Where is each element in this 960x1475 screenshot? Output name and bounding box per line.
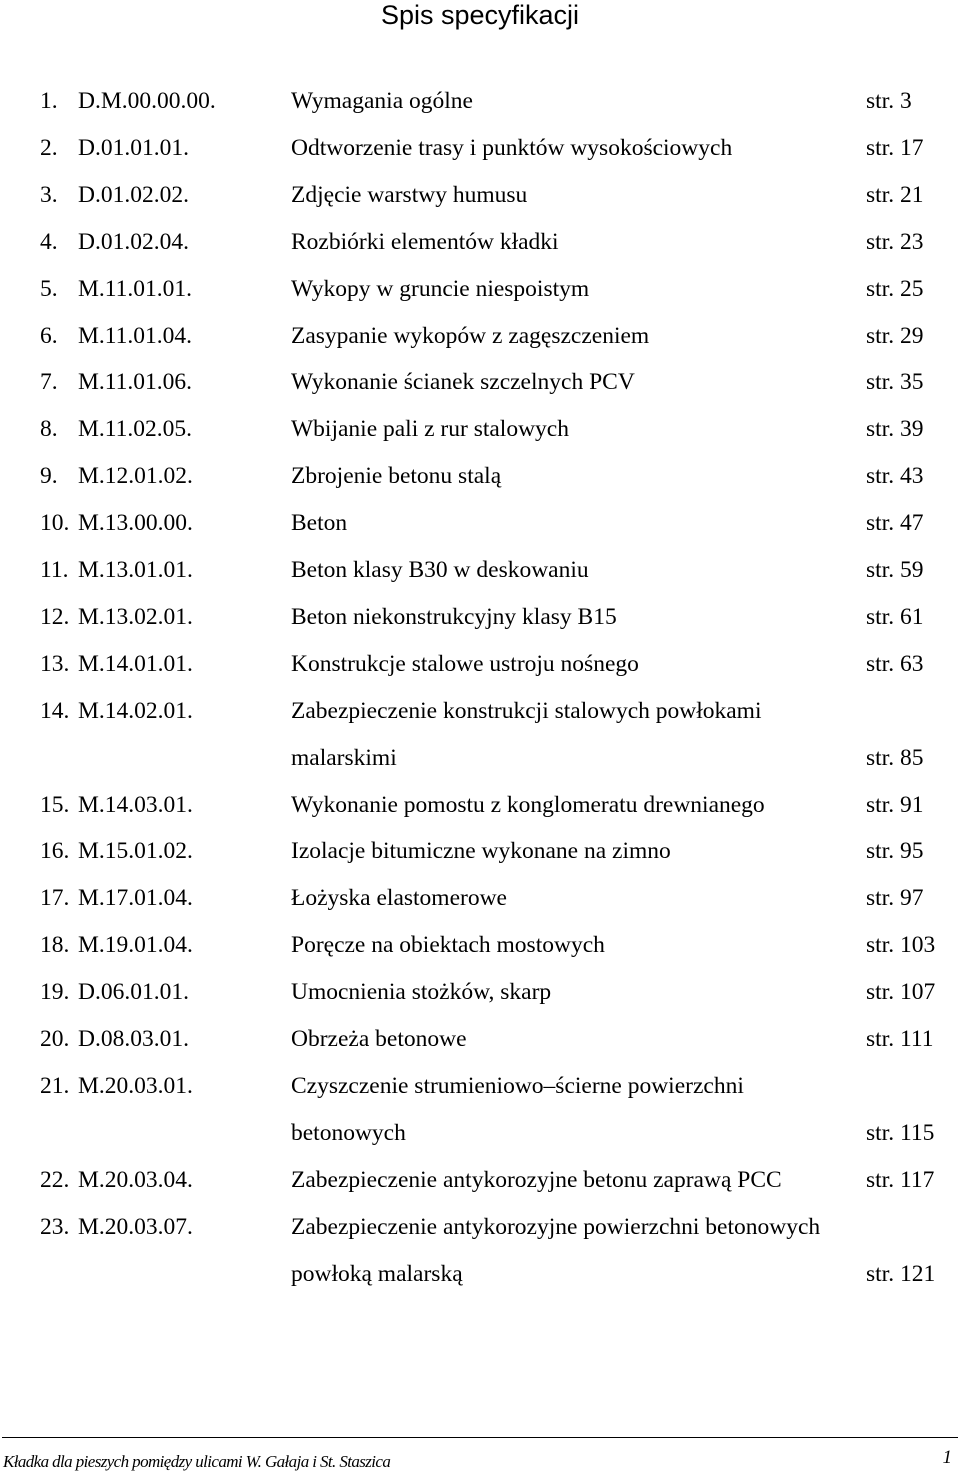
entry-code: M.11.01.01. bbox=[78, 275, 193, 302]
entry-number: 13. bbox=[40, 650, 70, 677]
entry-code: M.20.03.04. bbox=[78, 1166, 193, 1193]
entry-number: 1. bbox=[40, 88, 58, 114]
entry-title: Wymagania ogólne bbox=[291, 88, 473, 114]
entry-title: Zabezpieczenie konstrukcji stalowych powłokami bbox=[291, 697, 762, 724]
toc-entry bbox=[0, 1165, 960, 1212]
entry-title: Wykopy w gruncie niespoistym bbox=[291, 275, 590, 302]
entry-code: M.14.02.01. bbox=[78, 697, 193, 724]
toc-entry bbox=[0, 1118, 960, 1165]
entry-number: 9. bbox=[40, 463, 58, 490]
footer-page-number: 1 bbox=[942, 1447, 952, 1468]
entry-number: 15. bbox=[40, 791, 70, 818]
entry-code: M.13.00.00. bbox=[78, 510, 193, 537]
entry-code: M.20.03.07. bbox=[78, 1213, 193, 1240]
footer-document-title: Kładka dla pieszych pomiędzy ulicami W. Gałaja i St. Staszica bbox=[3, 1452, 391, 1471]
toc-entry bbox=[0, 227, 960, 274]
entry-code: M.19.01.04. bbox=[78, 932, 193, 959]
entry-number: 20. bbox=[40, 1026, 70, 1052]
entry-title: Wbijanie pali z rur stalowych bbox=[291, 416, 569, 443]
toc-entry bbox=[0, 602, 960, 649]
toc-entry bbox=[0, 508, 960, 555]
entry-page: str. 103 bbox=[866, 932, 936, 959]
entry-page: str. 85 bbox=[866, 744, 924, 771]
toc-entry bbox=[0, 743, 960, 790]
toc-entry bbox=[0, 1024, 960, 1071]
entry-number: 17. bbox=[40, 885, 70, 912]
entry-title: powłoką malarską bbox=[291, 1260, 463, 1287]
entry-title: Beton niekonstrukcyjny klasy B15 bbox=[291, 603, 617, 630]
entry-page: str. 3 bbox=[866, 88, 912, 114]
entry-title: Zabezpieczenie antykorozyjne powierzchni betonowych bbox=[291, 1213, 821, 1240]
entry-number: 8. bbox=[40, 416, 58, 443]
entry-title: Beton klasy B30 w deskowaniu bbox=[291, 557, 589, 583]
entry-page: str. 63 bbox=[866, 650, 924, 677]
toc-entry bbox=[0, 836, 960, 883]
entry-title: Zdjęcie warstwy humusu bbox=[291, 181, 528, 208]
entry-page: str. 39 bbox=[866, 416, 924, 443]
entry-code: D.08.03.01. bbox=[78, 1026, 189, 1052]
toc-entry bbox=[0, 367, 960, 414]
entry-page: str. 17 bbox=[866, 134, 924, 161]
page-title: Spis specyfikacji bbox=[380, 0, 580, 30]
toc-entry bbox=[0, 555, 960, 602]
toc-entry bbox=[0, 414, 960, 461]
entry-number: 4. bbox=[40, 228, 58, 255]
entry-title: Umocnienia stożków, skarp bbox=[291, 979, 552, 1006]
entry-number: 23. bbox=[40, 1213, 70, 1240]
entry-page: str. 25 bbox=[866, 275, 924, 302]
entry-page: str. 59 bbox=[866, 557, 924, 583]
entry-code: D.M.00.00.00. bbox=[78, 88, 216, 114]
toc-entry bbox=[0, 1212, 960, 1259]
footer-divider bbox=[2, 1437, 958, 1438]
entry-page: str. 21 bbox=[866, 181, 924, 208]
entry-code: M.17.01.04. bbox=[78, 885, 193, 912]
entry-title: Poręcze na obiektach mostowych bbox=[291, 932, 605, 959]
entry-page: str. 43 bbox=[866, 463, 924, 490]
entry-page: str. 97 bbox=[866, 885, 924, 912]
toc-entry bbox=[0, 883, 960, 930]
entry-code: M.13.02.01. bbox=[78, 603, 193, 630]
entry-title: Zabezpieczenie antykorozyjne betonu zaprawą PCC bbox=[291, 1166, 782, 1193]
entry-code: M.14.03.01. bbox=[78, 791, 193, 818]
entry-title: Zasypanie wykopów z zagęszczeniem bbox=[291, 322, 650, 349]
entry-title: Wykonanie ścianek szczelnych PCV bbox=[291, 369, 635, 396]
entry-page: str. 117 bbox=[866, 1166, 935, 1193]
entry-title: malarskimi bbox=[291, 744, 397, 771]
toc-entry bbox=[0, 649, 960, 696]
entry-code: M.15.01.02. bbox=[78, 838, 193, 865]
entry-number: 11. bbox=[40, 557, 69, 583]
toc-entry bbox=[0, 274, 960, 321]
entry-page: str. 121 bbox=[866, 1260, 936, 1287]
entry-number: 18. bbox=[40, 932, 70, 959]
toc-entry bbox=[0, 1071, 960, 1118]
entry-code: D.01.02.02. bbox=[78, 181, 189, 208]
toc-entry bbox=[0, 180, 960, 227]
entry-page: str. 61 bbox=[866, 603, 924, 630]
entry-title: Czyszczenie strumieniowo–ścierne powierzchni bbox=[291, 1072, 744, 1099]
entry-number: 19. bbox=[40, 979, 70, 1006]
toc-entry bbox=[0, 86, 960, 133]
toc-entry bbox=[0, 977, 960, 1024]
toc-entry bbox=[0, 133, 960, 180]
entry-title: Beton bbox=[291, 510, 348, 537]
entry-number: 5. bbox=[40, 275, 58, 302]
entry-number: 22. bbox=[40, 1166, 70, 1193]
entry-code: D.01.01.01. bbox=[78, 134, 189, 161]
entry-title: Konstrukcje stalowe ustroju nośnego bbox=[291, 650, 639, 677]
entry-code: M.11.02.05. bbox=[78, 416, 193, 443]
toc-entry bbox=[0, 461, 960, 508]
entry-title: Odtworzenie trasy i punktów wysokościowych bbox=[291, 134, 733, 161]
entry-code: M.13.01.01. bbox=[78, 557, 193, 583]
entry-title: Wykonanie pomostu z konglomeratu drewnianego bbox=[291, 791, 765, 818]
entry-number: 10. bbox=[40, 510, 70, 537]
entry-page: str. 107 bbox=[866, 979, 936, 1006]
page-footer bbox=[0, 1437, 960, 1475]
entry-code: M.11.01.04. bbox=[78, 322, 193, 349]
entry-page: str. 95 bbox=[866, 838, 924, 865]
entry-number: 16. bbox=[40, 838, 70, 865]
entry-code: M.20.03.01. bbox=[78, 1072, 193, 1099]
entry-code: D.01.02.04. bbox=[78, 228, 189, 255]
toc-entry bbox=[0, 930, 960, 977]
entry-number: 21. bbox=[40, 1072, 70, 1099]
toc-entry bbox=[0, 790, 960, 837]
entry-title: Zbrojenie betonu stalą bbox=[291, 463, 502, 490]
entry-page: str. 91 bbox=[866, 791, 924, 818]
entry-page: str. 47 bbox=[866, 510, 924, 537]
entry-number: 2. bbox=[40, 134, 58, 161]
entry-page: str. 115 bbox=[866, 1119, 935, 1146]
entry-page: str. 111 bbox=[866, 1026, 934, 1052]
entry-page: str. 29 bbox=[866, 322, 924, 349]
entry-page: str. 35 bbox=[866, 369, 924, 396]
entry-number: 12. bbox=[40, 603, 70, 630]
entry-number: 6. bbox=[40, 322, 58, 349]
entry-title: Rozbiórki elementów kładki bbox=[291, 228, 559, 255]
entry-code: M.12.01.02. bbox=[78, 463, 193, 490]
entry-title: Obrzeża betonowe bbox=[291, 1026, 467, 1052]
toc-entry bbox=[0, 321, 960, 368]
entry-code: M.11.01.06. bbox=[78, 369, 193, 396]
entry-number: 3. bbox=[40, 181, 58, 208]
toc-entry bbox=[0, 696, 960, 743]
entry-page: str. 23 bbox=[866, 228, 924, 255]
entry-code: D.06.01.01. bbox=[78, 979, 189, 1006]
entry-title: betonowych bbox=[291, 1119, 406, 1146]
entry-number: 7. bbox=[40, 369, 58, 396]
entry-number: 14. bbox=[40, 697, 70, 724]
entry-title: Izolacje bitumiczne wykonane na zimno bbox=[291, 838, 671, 865]
entry-code: M.14.01.01. bbox=[78, 650, 193, 677]
toc-entry bbox=[0, 1259, 960, 1306]
entry-title: Łożyska elastomerowe bbox=[291, 885, 507, 912]
